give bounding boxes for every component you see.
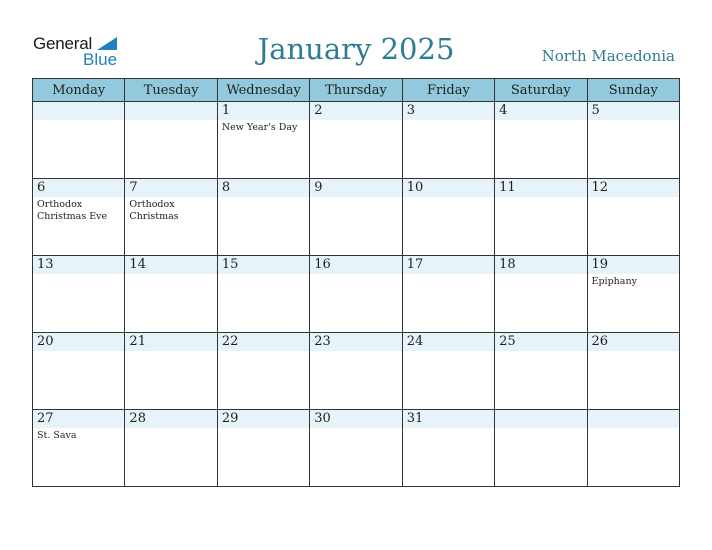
holiday-label [125, 274, 216, 276]
day-cell [125, 102, 217, 179]
day-number: 31 [403, 410, 494, 428]
day-number: 24 [403, 333, 494, 351]
holiday-label [588, 351, 679, 353]
weekday-saturday: Saturday [495, 79, 587, 102]
day-cell [587, 179, 679, 256]
brand-word-blue: Blue [83, 50, 118, 69]
weekday-monday: Monday [33, 79, 125, 102]
day-cell [495, 179, 587, 256]
day-cell [33, 256, 125, 333]
week-row [33, 256, 680, 333]
day-number: 9 [310, 179, 401, 197]
holiday-label [588, 120, 679, 122]
holiday-label [495, 197, 586, 199]
weekday-header-row [33, 79, 680, 102]
weekday-friday: Friday [402, 79, 494, 102]
day-cell [310, 179, 402, 256]
day-number: 6 [33, 179, 124, 197]
day-number: 26 [588, 333, 679, 351]
holiday-label [310, 351, 401, 353]
weekday-sunday: Sunday [587, 79, 679, 102]
day-cell [310, 256, 402, 333]
day-cell [310, 102, 402, 179]
day-cell [217, 256, 309, 333]
day-number: 11 [495, 179, 586, 197]
weekday-wednesday: Wednesday [217, 79, 309, 102]
holiday-label [588, 197, 679, 199]
day-number [125, 102, 216, 120]
week-row [33, 179, 680, 256]
day-cell [33, 333, 125, 410]
country-name: North Macedonia [541, 47, 675, 65]
day-cell [587, 410, 679, 487]
holiday-label [495, 351, 586, 353]
day-number: 30 [310, 410, 401, 428]
day-cell [33, 179, 125, 256]
day-number: 17 [403, 256, 494, 274]
holiday-label [310, 428, 401, 430]
day-number: 4 [495, 102, 586, 120]
calendar-title: January 2025 [257, 32, 455, 66]
day-cell [125, 256, 217, 333]
day-number: 15 [218, 256, 309, 274]
holiday-label [33, 274, 124, 276]
day-number: 14 [125, 256, 216, 274]
holiday-label: New Year's Day [221, 122, 298, 133]
holiday-label [310, 197, 401, 199]
holiday-label [218, 197, 309, 199]
day-cell [310, 410, 402, 487]
day-number [33, 102, 124, 120]
holiday-label [218, 428, 309, 430]
day-cell [495, 333, 587, 410]
holiday-label: St. Sava [37, 430, 77, 441]
holiday-label [403, 351, 494, 353]
day-cell [217, 410, 309, 487]
holiday-label: Orthodox Christmas [129, 199, 179, 222]
day-number: 13 [33, 256, 124, 274]
day-cell [587, 333, 679, 410]
holiday-label [310, 120, 401, 122]
day-number: 10 [403, 179, 494, 197]
day-number: 7 [125, 179, 216, 197]
holiday-label [218, 274, 309, 276]
day-cell [495, 410, 587, 487]
day-cell [217, 102, 309, 179]
holiday-label [33, 351, 124, 353]
day-cell [495, 102, 587, 179]
calendar-grid [32, 78, 680, 487]
day-number: 20 [33, 333, 124, 351]
day-number: 25 [495, 333, 586, 351]
day-number: 12 [588, 179, 679, 197]
holiday-label [33, 120, 124, 122]
holiday-label [403, 274, 494, 276]
week-row [33, 333, 680, 410]
day-number: 21 [125, 333, 216, 351]
weekday-tuesday: Tuesday [125, 79, 217, 102]
day-number: 28 [125, 410, 216, 428]
day-cell [33, 102, 125, 179]
day-cell [402, 102, 494, 179]
week-row [33, 410, 680, 487]
holiday-label [218, 351, 309, 353]
day-number: 29 [218, 410, 309, 428]
day-cell [125, 410, 217, 487]
day-cell [402, 410, 494, 487]
holiday-label [495, 428, 586, 430]
day-number: 2 [310, 102, 401, 120]
brand-word-general: General [33, 34, 93, 53]
holiday-label: Orthodox Christmas Eve [37, 199, 108, 222]
day-cell [402, 179, 494, 256]
weekday-thursday: Thursday [310, 79, 402, 102]
day-number: 5 [588, 102, 679, 120]
day-cell [587, 256, 679, 333]
holiday-label [495, 120, 586, 122]
holiday-label [403, 120, 494, 122]
holiday-label [403, 197, 494, 199]
day-number: 18 [495, 256, 586, 274]
day-cell [33, 410, 125, 487]
day-cell [587, 102, 679, 179]
holiday-label [125, 428, 216, 430]
day-number: 19 [588, 256, 679, 274]
day-number: 22 [218, 333, 309, 351]
holiday-label [403, 428, 494, 430]
holiday-label [125, 351, 216, 353]
holiday-label [125, 120, 216, 122]
day-cell [310, 333, 402, 410]
day-number: 1 [218, 102, 309, 120]
holiday-label: Epiphany [591, 276, 637, 287]
day-number: 8 [218, 179, 309, 197]
day-cell [217, 333, 309, 410]
day-number [588, 410, 679, 428]
day-cell [125, 179, 217, 256]
holiday-label [495, 274, 586, 276]
day-number: 23 [310, 333, 401, 351]
day-number: 27 [33, 410, 124, 428]
day-cell [125, 333, 217, 410]
holiday-label [588, 428, 679, 430]
day-cell [402, 333, 494, 410]
week-row [33, 102, 680, 179]
day-number: 3 [403, 102, 494, 120]
day-number [495, 410, 586, 428]
day-cell [402, 256, 494, 333]
day-cell [217, 179, 309, 256]
day-number: 16 [310, 256, 401, 274]
holiday-label [310, 274, 401, 276]
day-cell [495, 256, 587, 333]
